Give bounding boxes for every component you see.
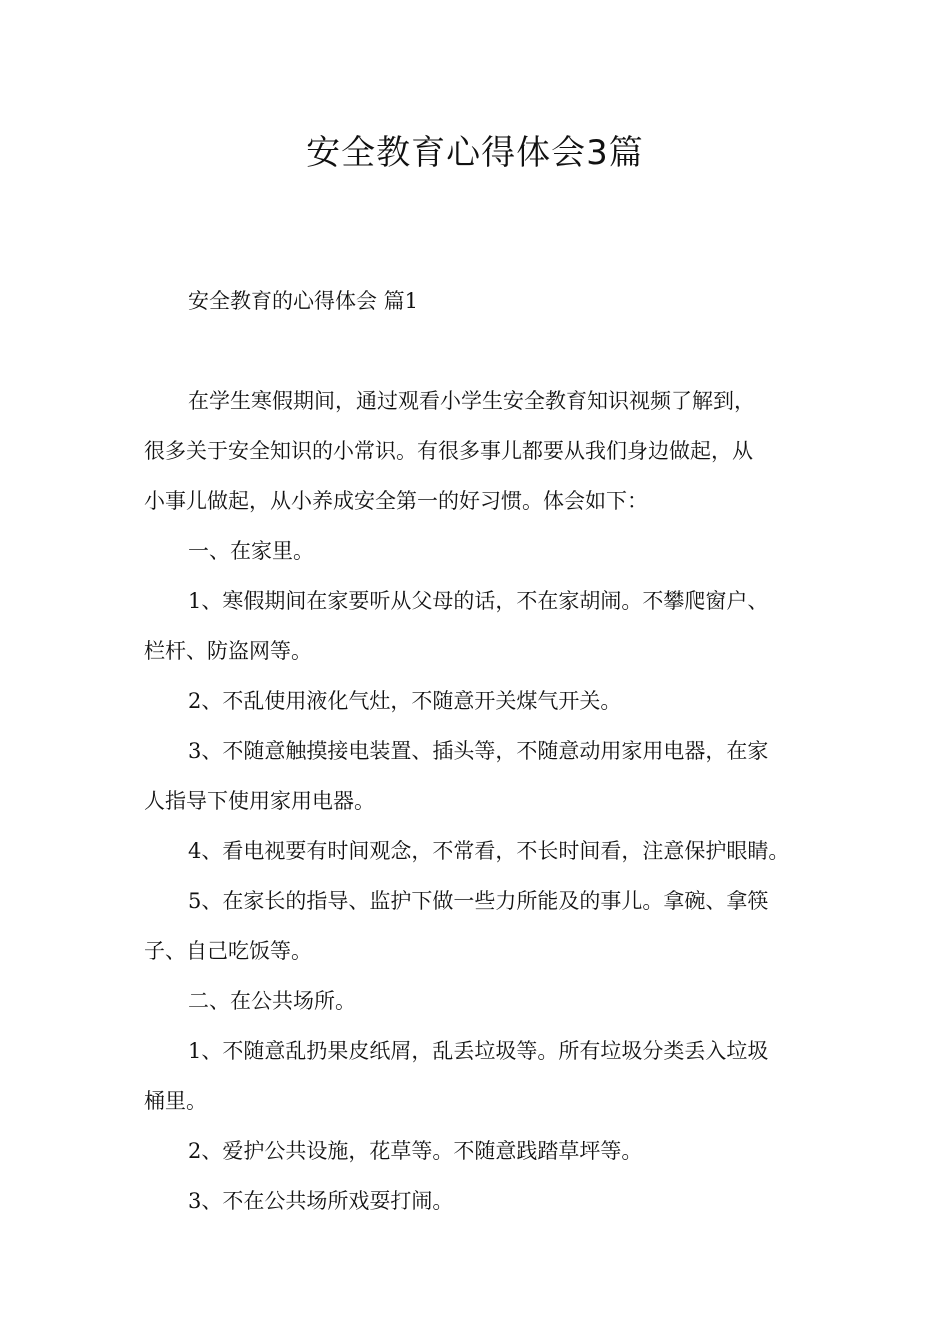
body-line: 3、不在公共场所戏耍打闹。 — [188, 1189, 454, 1213]
section-heading: 安全教育的心得体会 篇1 — [188, 289, 419, 313]
body-line: 小事儿做起，从小养成安全第一的好习惯。体会如下： — [144, 489, 648, 513]
body-line: 子、自己吃饭等。 — [144, 939, 312, 963]
body-line: 1、不随意乱扔果皮纸屑，乱丢垃圾等。所有垃圾分类丢入垃圾 — [188, 1039, 769, 1063]
document-title: 安全教育心得体会3篇 — [306, 133, 644, 173]
body-line: 2、爱护公共设施，花草等。不随意践踏草坪等。 — [188, 1139, 643, 1163]
body-line: 在学生寒假期间，通过观看小学生安全教育知识视频了解到， — [188, 389, 755, 413]
body-line: 桶里。 — [144, 1089, 207, 1113]
body-line: 3、不随意触摸接电装置、插头等，不随意动用家用电器，在家 — [188, 739, 769, 763]
body-line: 1、寒假期间在家要听从父母的话，不在家胡闹。不攀爬窗户、 — [188, 589, 769, 613]
body-line: 5、在家长的指导、监护下做一些力所能及的事儿。拿碗、拿筷 — [188, 889, 769, 913]
body-line: 栏杆、防盗网等。 — [144, 639, 312, 663]
body-line: 4、看电视要有时间观念，不常看，不长时间看，注意保护眼睛。 — [188, 839, 790, 863]
subheading-home: 一、在家里。 — [188, 539, 314, 563]
subheading-public: 二、在公共场所。 — [188, 989, 356, 1013]
body-line: 2、不乱使用液化气灶，不随意开关煤气开关。 — [188, 689, 622, 713]
body-line: 很多关于安全知识的小常识。有很多事儿都要从我们身边做起，从 — [144, 439, 753, 463]
body-line: 人指导下使用家用电器。 — [144, 789, 375, 813]
